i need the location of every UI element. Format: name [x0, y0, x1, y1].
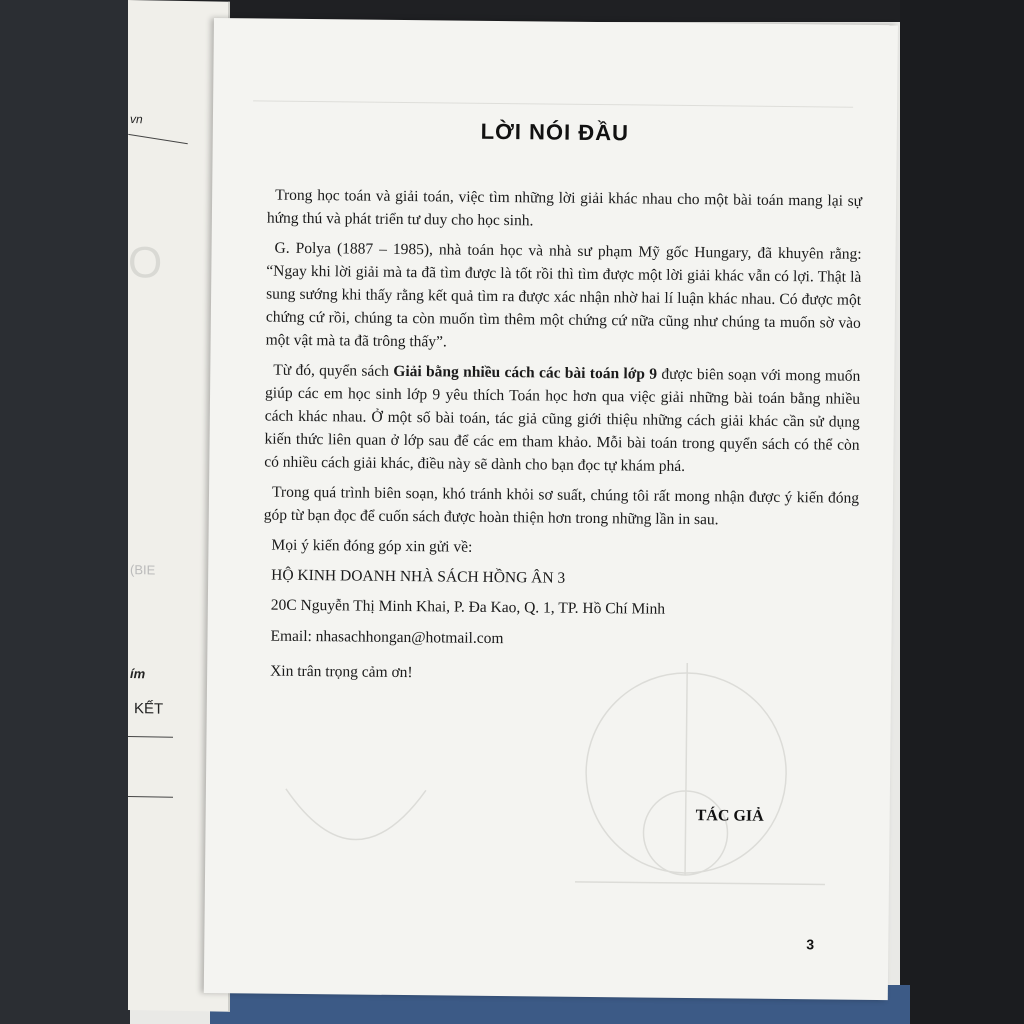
page-title: LỜI NÓI ĐẦU [480, 118, 630, 146]
paragraph-4: Trong quá trình biên soạn, khó tránh khỏi sơ suất, chúng tôi rất mong nhận được ý kiến đóng góp từ bạn đọc để cuốn sách được hoàn thiện hơn trong những lần in sau. [263, 483, 860, 529]
showthrough-geometry [275, 779, 436, 891]
book-title-bold: Giải bằng nhiều cách các bài toán lớp 9 [393, 362, 658, 383]
left-rule [128, 796, 173, 798]
left-fragment-o: O [128, 238, 163, 288]
left-fragment-vn: vn [130, 112, 143, 127]
contact-email: Email: nhasachhongan@hotmail.com [270, 627, 504, 648]
background-left [0, 0, 130, 1024]
left-fragment-im: ím [130, 666, 146, 682]
left-rule [128, 736, 173, 738]
thanks-line: Xin trân trọng cảm ơn! [270, 662, 413, 682]
left-fragment-ket: KẾT [134, 700, 164, 718]
paragraph-3: Từ đó, quyển sách Giải bằng nhiều cách các bài toán lớp 9 được biên soạn với mong muốn giúp các em học sinh lớp 9 yêu thích Toán học hơn qua việc giải những bài toán bằng nhiều cách khác nhau. Ở một số bài toán, tác giả cũng giới thiệu những cách giải khác cần sử dụng kiến thức liên quan ở lớp sau để các em tham khảo. Mỗi bài toán trong quyển sách có thể còn có nhiều cách giải khác, điều này sẽ dành cho bạn đọc tự khám phá. [264, 361, 861, 475]
paragraph-2: G. Polya (1887 – 1985), nhà toán học và nhà sư phạm Mỹ gốc Hungary, đã khuyên rằng: “Ngay khi lời giải mà ta đã tìm được là tốt rồi thì tìm được một lời giải khác vẫn có lợi. Thật là sung sướng khi thấy rằng kết quả tìm ra được xác nhận nhờ hai lí luận khác nhau. Có được một chứng cứ rồi, chúng ta còn muốn tìm thêm một chứng cứ nữa cũng như chúng ta muốn sờ vào một vật mà ta đã trông thấy”. [265, 239, 862, 351]
background-right [900, 0, 1024, 1024]
book-page [204, 18, 898, 1000]
page-number: 3 [806, 936, 815, 953]
preface-body [262, 184, 862, 696]
showthrough-rule [253, 100, 853, 107]
contact-address: 20C Nguyễn Thị Minh Khai, P. Đa Kao, Q. 1, TP. Hồ Chí Minh [270, 596, 666, 618]
left-rule [128, 134, 188, 144]
author-signature: TÁC GIẢ [695, 807, 764, 825]
paragraph-1: Trong học toán và giải toán, việc tìm những lời giải khác nhau cho một bài toán mang lại sự hứng thú và phát triển tư duy cho học sinh. [266, 186, 863, 230]
left-fragment-bie: (BIE [130, 562, 156, 578]
contact-name: HỘ KINH DOANH NHÀ SÁCH HỒNG ÂN 3 [271, 566, 566, 587]
contact-intro: Mọi ý kiến đóng góp xin gửi về: [271, 536, 473, 556]
